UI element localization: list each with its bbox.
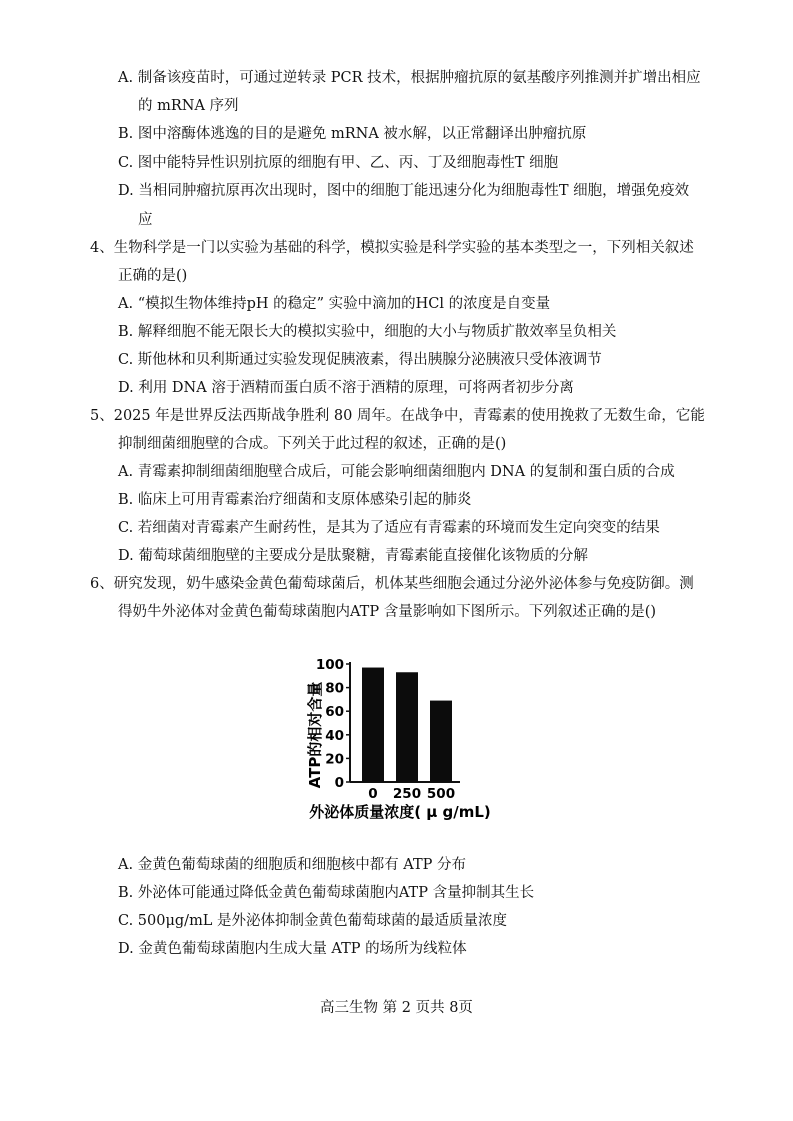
chart-y-tick-label: 60 (325, 704, 344, 721)
chart-canvas (290, 650, 520, 830)
q4-stem-line1: 4、生物科学是一门以实验为基础的科学，模拟实验是科学实验的基本类型之一，下列相关叙述 (90, 240, 694, 256)
chart-bar (396, 672, 418, 782)
q3-option-c: C. 图中能特异性识别抗原的细胞有甲、乙、丙、丁及细胞毒性T 细胞 (118, 155, 559, 171)
q4-stem-line2: 正确的是() (118, 268, 188, 284)
q3-option-d-line2: 应 (138, 212, 153, 228)
q5-option-a: A. 青霉素抑制细菌细胞壁合成后，可能会影响细菌细胞内 DNA 的复制和蛋白质的合成 (118, 464, 675, 480)
chart-y-axis-label: ATP的相对含量 (306, 681, 324, 789)
q6-stem-line2: 得奶牛外泌体对金黄色葡萄球菌胞内ATP 含量影响如下图所示。下列叙述正确的是() (118, 604, 657, 620)
chart-bars (362, 668, 452, 782)
chart-bar (430, 701, 452, 782)
chart-bar (362, 668, 384, 782)
chart-y-tick-label: 80 (325, 680, 344, 697)
q6-option-b: B. 外泌体可能通过降低金黄色葡萄球菌胞内ATP 含量抑制其生长 (118, 885, 535, 901)
q5-option-c: C. 若细菌对青霉素产生耐药性，是其为了适应有青霉素的环境而发生定向突变的结果 (118, 520, 660, 536)
chart-y-tick-label: 20 (325, 751, 344, 768)
q3-option-b: B. 图中溶酶体逃逸的目的是避免 mRNA 被水解，以正常翻译出肿瘤抗原 (118, 126, 587, 142)
page-footer: 高三生物 第 2 页共 8页 (320, 1000, 473, 1016)
q4-option-b: B. 解释细胞不能无限长大的模拟实验中，细胞的大小与物质扩散效率呈负相关 (118, 324, 617, 340)
q5-stem-line2: 抑制细菌细胞壁的合成。下列关于此过程的叙述，正确的是() (118, 436, 507, 452)
q6-stem-line1: 6、研究发现，奶牛感染金黄色葡萄球菌后，机体某些细胞会通过分泌外泌体参与免疫防御。测 (90, 576, 694, 592)
q3-option-a-line1: A. 制备该疫苗时，可通过逆转录 PCR 技术，根据肿瘤抗原的氨基酸序列推测并扩增出相应 (118, 70, 701, 86)
q5-stem-line1: 5、2025 年是世界反法西斯战争胜利 80 周年。在战争中，青霉素的使用挽救了无数生命，它能 (90, 408, 705, 424)
q3-option-d-line1: D. 当相同肿瘤抗原再次出现时，图中的细胞丁能迅速分化为细胞毒性T 细胞，增强免疫效 (118, 183, 690, 199)
q6-option-d: D. 金黄色葡萄球菌胞内生成大量 ATP 的场所为线粒体 (118, 941, 467, 957)
chart-x-tick-label: 500 (426, 786, 456, 802)
q4-option-d: D. 利用 DNA 溶于酒精而蛋白质不溶于酒精的原理，可将两者初步分离 (118, 380, 574, 396)
chart-x-ticks (368, 786, 455, 802)
q5-option-d: D. 葡萄球菌细胞壁的主要成分是肽聚糖，青霉素能直接催化该物质的分解 (118, 548, 588, 564)
q5-option-b: B. 临床上可用青霉素治疗细菌和支原体感染引起的肺炎 (118, 492, 472, 508)
chart-x-axis-title: 外泌体质量浓度( μ g/mL) (309, 803, 491, 821)
q3-option-a-line2: 的 mRNA 序列 (138, 98, 239, 114)
chart-x-tick-label: 250 (392, 786, 422, 802)
q6-option-a: A. 金黄色葡萄球菌的细胞质和细胞核中都有 ATP 分布 (118, 857, 467, 873)
q4-option-c: C. 斯他林和贝利斯通过实验发现促胰液素，得出胰腺分泌胰液只受体液调节 (118, 352, 602, 368)
atp-bar-chart (290, 650, 520, 830)
q6-option-c: C. 500μg/mL 是外泌体抑制金黄色葡萄球菌的最适质量浓度 (118, 913, 508, 929)
chart-y-tick-label: 40 (325, 727, 344, 744)
chart-x-tick-label: 0 (368, 786, 378, 802)
q4-option-a: A. “模拟生物体维持pH 的稳定” 实验中滴加的HCl 的浓度是自变量 (118, 296, 551, 312)
chart-y-tick-label: 100 (315, 657, 344, 673)
chart-y-tick-label: 0 (334, 775, 344, 791)
